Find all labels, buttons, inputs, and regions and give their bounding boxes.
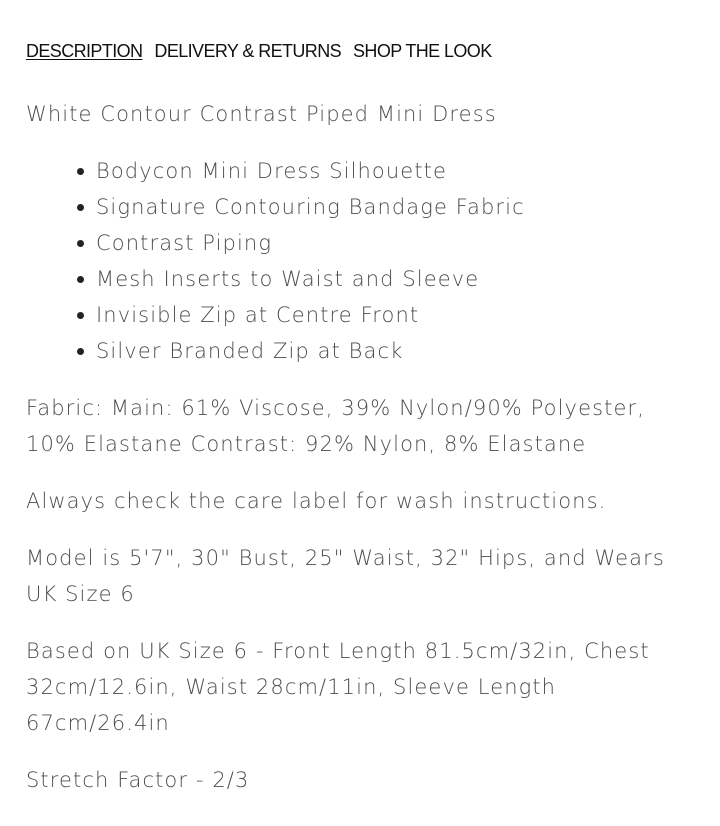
model-info: Model is 5'7", 30" Bust, 25" Waist, 32" Hips, and Wears UK Size 6	[26, 546, 665, 606]
bullet-icon	[77, 312, 84, 319]
bullet-icon	[77, 276, 84, 283]
list-item	[96, 189, 698, 225]
product-title: White Contour Contrast Piped Mini Dress	[26, 102, 497, 126]
tab-description[interactable]: DESCRIPTION	[26, 41, 143, 61]
feature-text: Contrast Piping	[96, 231, 273, 255]
list-item	[96, 153, 698, 189]
product-info-tabs	[26, 40, 492, 62]
tab-delivery-returns[interactable]: DELIVERY & RETURNS	[154, 41, 342, 61]
list-item	[96, 297, 698, 333]
feature-text: Invisible Zip at Centre Front	[96, 303, 420, 327]
size-measurements: Based on UK Size 6 - Front Length 81.5cm/32in, Chest 32cm/12.6in, Waist 28cm/11in, Sleeve Length 67cm/26.4in	[26, 639, 650, 735]
tab-shop-the-look[interactable]: SHOP THE LOOK	[353, 41, 492, 61]
list-item	[96, 261, 698, 297]
feature-text: Mesh Inserts to Waist and Sleeve	[96, 267, 480, 291]
stretch-factor: Stretch Factor - 2/3	[26, 768, 250, 792]
bullet-icon	[77, 348, 84, 355]
feature-text: Bodycon Mini Dress Silhouette	[96, 159, 448, 183]
description-panel	[26, 96, 698, 819]
care-instructions: Always check the care label for wash instructions.	[26, 489, 607, 513]
feature-text: Signature Contouring Bandage Fabric	[96, 195, 525, 219]
list-item	[96, 225, 698, 261]
bullet-icon	[77, 240, 84, 247]
feature-list	[26, 153, 698, 369]
bullet-icon	[77, 168, 84, 175]
feature-text: Silver Branded Zip at Back	[96, 339, 404, 363]
bullet-icon	[77, 204, 84, 211]
list-item	[96, 333, 698, 369]
fabric-composition: Fabric: Main: 61% Viscose, 39% Nylon/90% Polyester, 10% Elastane Contrast: 92% Nylon, 8% Elastane	[26, 396, 645, 456]
